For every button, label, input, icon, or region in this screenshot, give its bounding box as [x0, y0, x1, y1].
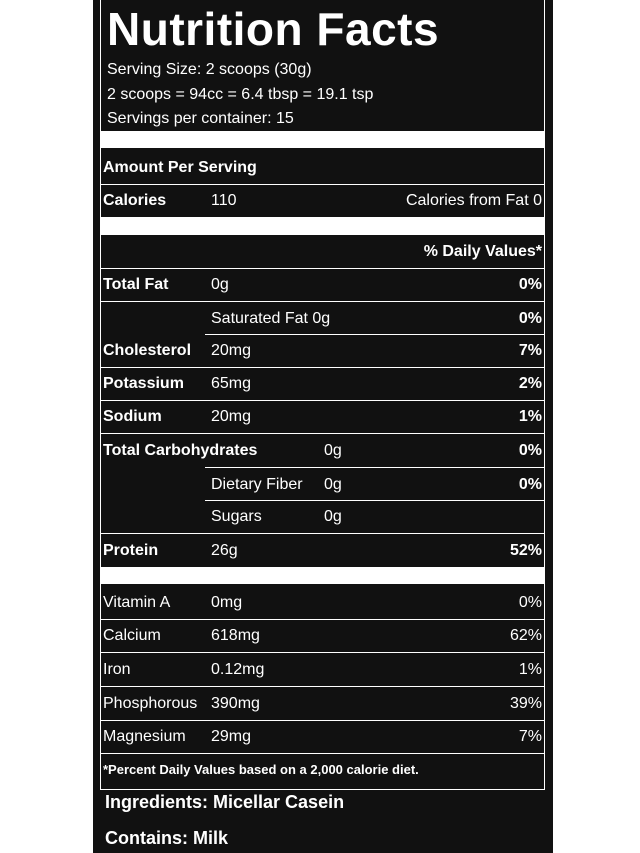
servings-per-container: Servings per container: 15 — [107, 110, 294, 127]
vitamin-row-magnesium — [101, 721, 544, 754]
nutrient-dv: 7% — [518, 342, 542, 359]
vitamin-label: Magnesium — [103, 728, 186, 745]
nutrient-amount: 20mg — [211, 342, 252, 359]
ingredients: Ingredients: Micellar Casein — [105, 792, 345, 812]
nutrient-row-dietary-fiber — [101, 468, 544, 501]
vitamin-row-vitamin-a — [101, 587, 544, 620]
nutrient-amount: 26g — [211, 541, 238, 559]
nutrient-dv: 0% — [518, 475, 542, 493]
nutrient-amount: 20mg — [211, 408, 252, 425]
nutrient-row-potassium — [101, 368, 544, 401]
label-title: Nutrition Facts — [107, 3, 440, 55]
nutrient-row-saturated-fat — [101, 302, 544, 335]
nutrient-label: Saturated Fat 0g — [211, 309, 331, 327]
nutrient-label: Potassium — [103, 375, 184, 392]
vitamin-dv: 39% — [509, 695, 542, 712]
amount-header: Amount Per Serving — [103, 159, 257, 176]
vitamin-amount: 390mg — [211, 695, 260, 712]
nutrient-dv: 2% — [518, 375, 542, 392]
vitamin-dv: 0% — [518, 594, 542, 611]
nutrient-dv: 0% — [518, 441, 542, 459]
vitamin-amount: 0mg — [211, 594, 243, 611]
vitamin-dv: 1% — [518, 661, 542, 678]
nutrient-row-total-fat — [101, 269, 544, 302]
vitamin-amount: 0.12mg — [211, 661, 265, 678]
nutrient-label: Sugars — [211, 508, 262, 525]
nutrient-row-cholesterol — [101, 335, 544, 368]
nutrient-amount: 0g — [324, 475, 342, 493]
nutrient-row-sodium — [101, 401, 544, 434]
serving-size: Serving Size: 2 scoops (30g) — [107, 61, 312, 78]
nutrient-dv: 0% — [518, 276, 542, 293]
separator-bar — [101, 131, 544, 148]
vitamin-label: Calcium — [103, 627, 161, 644]
separator-bar — [101, 218, 544, 235]
nutrient-amount: 0g — [211, 276, 229, 293]
nutrient-label: Cholesterol — [103, 342, 192, 359]
separator-bar — [101, 567, 544, 584]
calories-from-fat: Calories from Fat 0 — [405, 192, 542, 209]
vitamin-label: Iron — [103, 661, 131, 678]
allergen-contains: Contains: Milk — [105, 828, 229, 848]
vitamin-amount: 29mg — [211, 728, 252, 745]
vitamin-row-phosphorous — [101, 688, 544, 721]
calories-row — [101, 185, 544, 218]
nutrient-dv: 0% — [518, 309, 542, 327]
nutrient-dv: 1% — [518, 408, 542, 425]
amount-header-row — [101, 152, 544, 185]
nutrient-row-total-carbohydrates — [101, 434, 544, 467]
vitamin-amount: 618mg — [211, 627, 260, 644]
nutrient-label: Sodium — [103, 408, 162, 425]
dv-header-row — [101, 236, 544, 269]
daily-value-footnote: *Percent Daily Values based on a 2,000 calorie diet. — [103, 762, 419, 777]
nutrient-label: Protein — [103, 541, 159, 559]
nutrient-label: Total Carbohydrates — [103, 441, 258, 459]
vitamin-label: Vitamin A — [103, 594, 171, 611]
calories-value: 110 — [211, 192, 237, 209]
dv-header: % Daily Values* — [423, 243, 542, 260]
nutrient-label: Dietary Fiber — [211, 475, 303, 493]
nutrient-amount: 65mg — [211, 375, 252, 392]
nutrient-amount: 0g — [324, 508, 342, 525]
vitamin-label: Phosphorous — [103, 695, 198, 712]
nutrient-label: Total Fat — [103, 276, 169, 293]
serving-equivalent: 2 scoops = 94cc = 6.4 tbsp = 19.1 tsp — [107, 86, 374, 103]
vitamin-row-calcium — [101, 620, 544, 653]
nutrient-dv: 52% — [509, 541, 542, 559]
nutrient-row-sugars — [101, 501, 544, 534]
vitamin-dv: 62% — [509, 627, 542, 644]
vitamin-dv: 7% — [518, 728, 542, 745]
calories-label: Calories — [103, 192, 167, 209]
nutrient-amount: 0g — [324, 441, 342, 459]
vitamin-row-iron — [101, 654, 544, 687]
nutrient-row-protein — [101, 534, 544, 567]
